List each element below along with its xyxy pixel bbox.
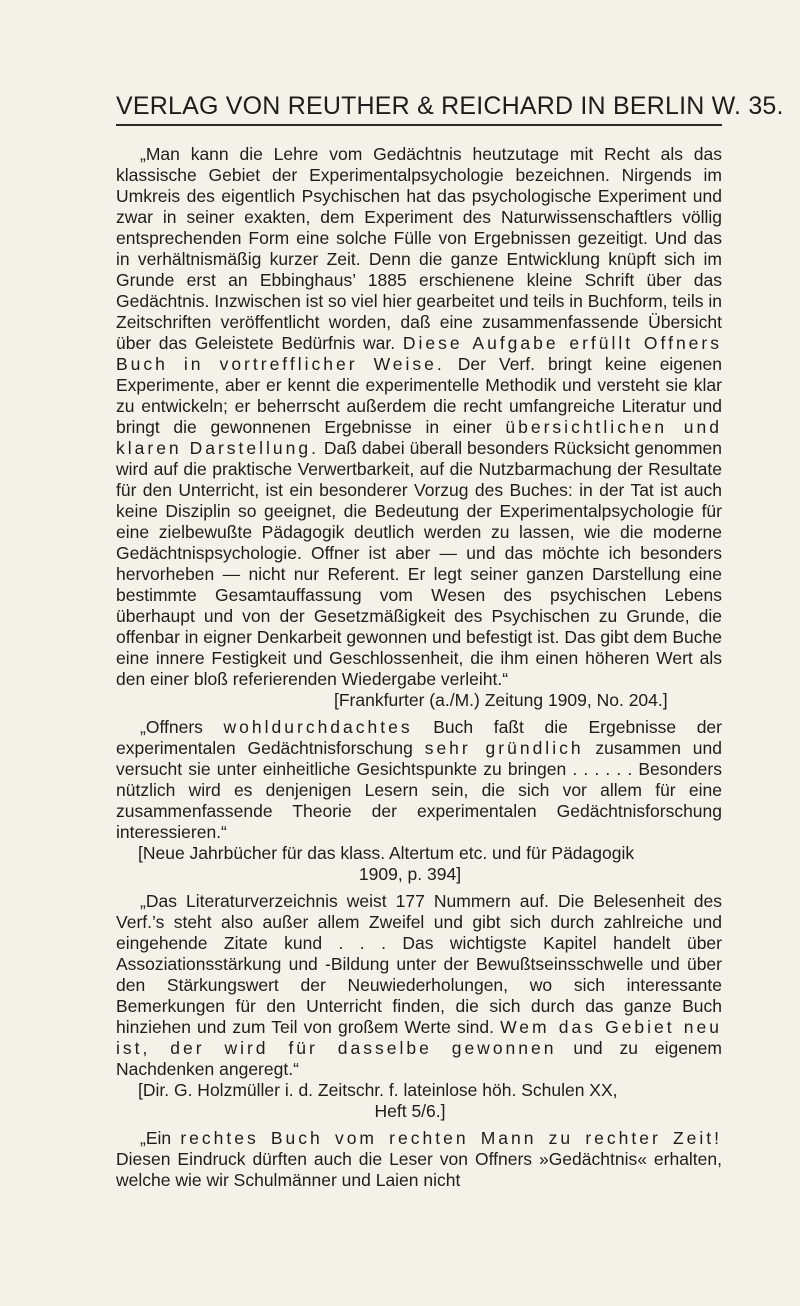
source-citation-continued: Heft 5/6.] — [374, 1101, 446, 1121]
review-text — [116, 1128, 722, 1191]
review-text — [116, 144, 722, 690]
review-neue-jahrbuecher — [116, 717, 722, 885]
review-text-segment: „Man kann die Lehre vom Gedächtnis heutzutage mit Recht als das klassische Gebiet der Experimentalpsychologie bezeichnen. Nirgends im Umkreis des eigentlich Psychischen hat das psychologische Experiment und zwar in seiner exakten, dem Experiment des Naturwissenschaftlers völlig entsprechenden Form eine solche Fülle von Ergebnissen gezeitigt. Und das in verhältnismäßig kurzer Zeit. Denn die ganze Entwicklung knüpft sich im Grunde erst an Ebbinghaus’ 1885 erschienene kleine Schrift über das Gedächtnis. Inzwischen ist so viel hier gearbeitet und teils in Buchform, teils in Zeitschriften veröffentlicht worden, daß eine zusammenfassende Übersicht über das Geleistete Bedürfnis war. — [116, 144, 722, 353]
source-citation: [Frankfurter (a./M.) Zeitung 1909, No. 204.] — [334, 690, 668, 710]
emphasized-text: sehr gründlich — [424, 738, 584, 758]
source-citation: [Dir. G. Holzmüller i. d. Zeitschr. f. lateinlose höh. Schulen XX, — [138, 1080, 618, 1100]
review-source — [116, 843, 722, 885]
emphasized-text: Wem das Gebiet neu ist, der wird für dasselbe gewonnen — [116, 1017, 722, 1058]
review-text-segment: Der Verf. bringt keine eigenen Experimente, aber er kennt die experimentelle Methodik und versteht sie klar zu entwickeln; er beherrscht außerdem die recht umfangreiche Literatur und bringt die gewonnenen Ergebnisse in einer — [116, 354, 722, 437]
emphasized-text: rechtes Buch vom rechten Mann zu rechter Zeit! — [180, 1128, 723, 1148]
source-citation: [Neue Jahrbücher für das klass. Altertum etc. und für Pädagogik — [138, 843, 635, 863]
emphasized-text: Diese Aufgabe erfüllt Offners Buch in vortrefflicher Weise. — [116, 333, 722, 374]
review-text-segment: Buch faßt die Ergebnisse der experimentalen Gedächtnisforschung — [116, 717, 722, 758]
review-text-segment: „Ein — [140, 1128, 181, 1148]
review-text-segment: „Offners — [140, 717, 224, 737]
review-text — [116, 717, 722, 843]
review-text-segment: und zu eigenem Nachdenken angeregt.“ — [116, 1038, 722, 1079]
emphasized-text: wohldurchdachtes — [223, 717, 413, 737]
review-text-segment: „Das Literaturverzeichnis weist 177 Nummern auf. Die Belesenheit des Verf.’s steht also außer allem Zweifel und gibt sich durch zahlreiche und eingehende Zitate kund . . . Das wichtigste Kapitel handelt über Assoziationsstärkung und -Bildung unter der Bewußtseinsschwelle und über den Stärkungswert der Neuwiederholungen, wo sich interessante Bemerkungen für den Unterricht finden, die sich durch das ganze Buch hinziehen und zum Teil von großem Werte sind. — [116, 891, 722, 1037]
review-holzmueller — [116, 891, 722, 1122]
review-source — [116, 690, 722, 711]
review-rechtes-buch — [116, 1128, 722, 1191]
review-source — [116, 1080, 722, 1122]
emphasized-text: übersichtlichen und klaren Darstellung. — [116, 417, 722, 458]
review-text — [116, 891, 722, 1080]
review-frankfurter-zeitung — [116, 144, 722, 711]
publisher-header: VERLAG VON REUTHER & REICHARD IN BERLIN W. 35. — [116, 92, 722, 126]
review-text-segment: zusammen und versucht sie unter einheitliche Gesichtspunkte zu bringen . . . . . . Besonders nützlich wird es denjenigen Lesern sein, die sich vor allem für eine zusammenfassende Theorie der experimentalen Gedächtnisforschung interessieren.“ — [116, 738, 723, 842]
review-text-segment: Diesen Eindruck dürften auch die Leser von Offners »Gedächtnis« erhalten, welche wie wir Schulmänner und Laien nicht — [116, 1149, 722, 1190]
review-text-segment: Daß dabei überall besonders Rücksicht genommen wird auf die praktische Verwertbarkeit, auf die Nutzbarmachung der Resultate für den Unterricht, ist ein besonderer Vorzug des Buches: in der Tat ist auch keine Disziplin so geeignet, die Bedeutung der Experimentalpsychologie für eine zielbewußte Pädagogik deutlich werden zu lassen, wie die moderne Gedächtnispsychologie. Offner ist aber — und das möchte ich besonders hervorheben — nicht nur Referent. Er legt seiner ganzen Darstellung eine bestimmte Gesamtauffassung vom Wesen des psychischen Lebens überhaupt und von der Gesetzmäßigkeit des Psychischen zu Grunde, die offenbar in eigner Denkarbeit gewonnen und befestigt ist. Das gibt dem Buche eine innere Festigkeit und Geschlossenheit, die ihm einen höheren Wert als den einer bloß referierenden Wiedergabe verleiht.“ — [116, 438, 723, 689]
source-citation-continued: 1909, p. 394] — [358, 864, 462, 884]
